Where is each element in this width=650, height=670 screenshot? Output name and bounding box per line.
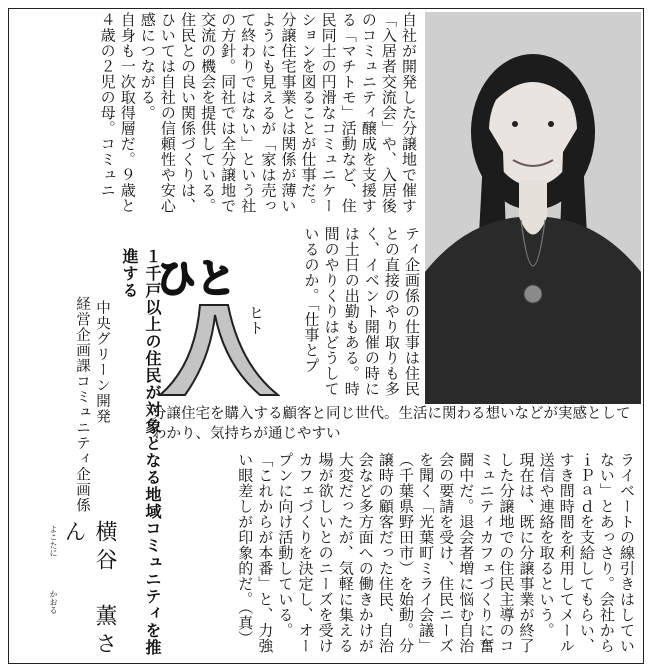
department: 経営企画課コミュニティ企画係 xyxy=(74,296,90,513)
photo-caption: 分譲住宅を購入する顧客と同じ世代。生活に関わる想いなどが実感としてわかり、気持ちが通じやすい xyxy=(152,406,631,442)
body-text-middle: ティ企画係の仕事は住民との直接のやり取りも多く、イベント開催の時には土日の出勤もある。時間のやりくりはどうしているのか。「仕事とプ xyxy=(302,226,421,397)
hito-logo xyxy=(150,245,280,405)
name-ruby-given: かおる xyxy=(49,590,58,614)
person-name: 横谷 薫さん xyxy=(61,520,117,660)
logo-hito-hiragana: ひと xyxy=(156,256,236,302)
headline: １千戸以上の住民が対象となる地域コミュニティを推進する xyxy=(120,248,162,656)
body-text-bottom: ライベートの線引きはしていない」とあっさり。会社からｉＰａｄを支給してもらい、すき間時間を利用してメール送信や連絡を取るという。 現在は、既に分譲事業が終了した分譲地での住民主導のコミュニティカフェづくりに奮闘中だ。退会者増に悩む自治会の要請を受け、住民ニーズを聞く「光葉町ミライ会議」（千葉県野田市）を始動。分譲時の顧客だった住民、自治会など多方面への働きかけが大変だったが、気軽に集える場が欲しいとのニーズを受けカフェづくりを決定し、オープンに向け活動している。 「これからが本番」と、力強い眼差しが印象的だ。（真） xyxy=(236,452,636,654)
name-ruby-family: よこたに xyxy=(49,525,58,557)
body-text-upper-left: 自社が開発した分譲地で催す「入居者交流会」や、入居後のコミュニティ醸成を支援する「マチトモ」活動など、住民同士の円滑なコミュニケーションを図ることが仕事だ。分譲住宅事業とは関係が薄いようにも見えるが「家は売って終わりではない」という社の方針。同社では全分譲地で交流の機会を提供している。住民との良い関係づくりは、ひいては自社の信頼性や安心感につながる。 自身も一次取得層だ。９歳と４歳の２児の母。コミュニ xyxy=(98,12,418,214)
logo-hito-katakana: ヒト xyxy=(247,305,265,335)
portrait-photo xyxy=(425,12,641,404)
company-name: 中央グリーン開発 xyxy=(94,300,110,424)
